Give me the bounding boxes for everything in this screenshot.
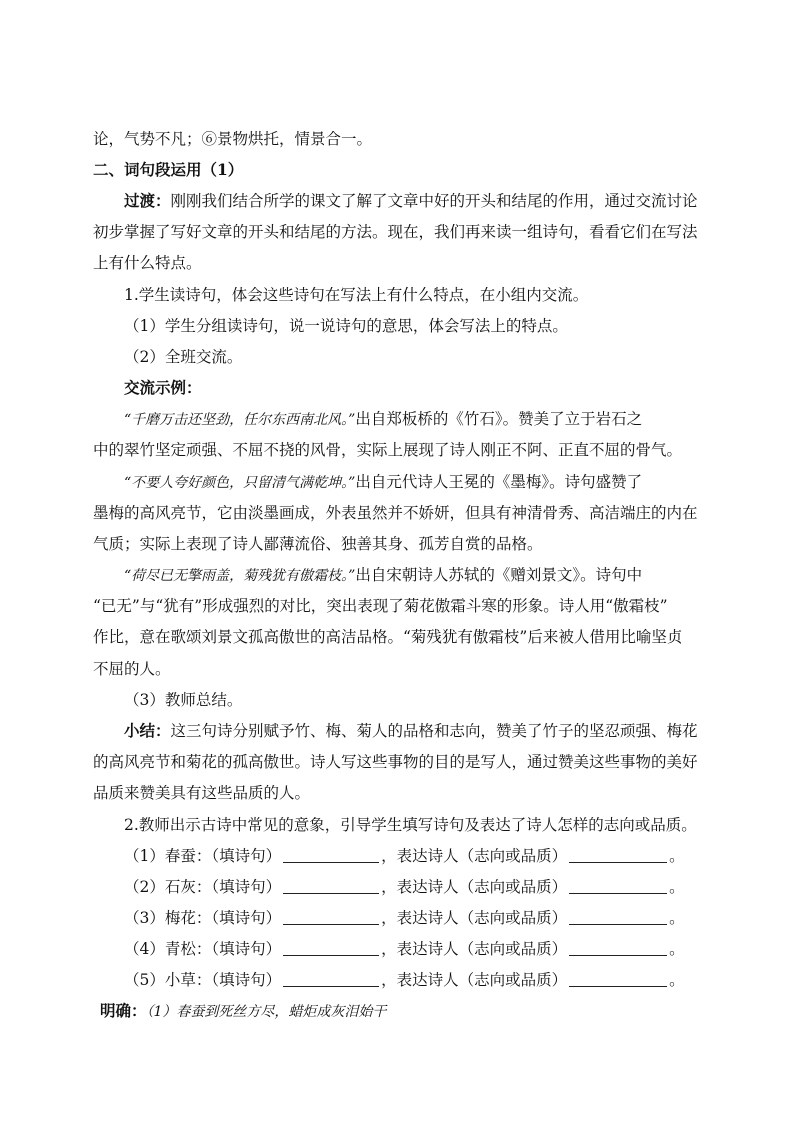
exercise-middle: ，表达诗人（志向或品质） [381, 940, 568, 958]
fill-blank-quality[interactable] [569, 971, 667, 987]
fill-blank-quality[interactable] [569, 940, 667, 956]
paragraph-line: 品质来赞美具有这些品质的人。 [93, 784, 311, 802]
paragraph-line: 中的翠竹坚定顽强、不屈不挠的风骨，实际上展现了诗人刚正不阿、正直不屈的骨气。 [93, 441, 683, 459]
paragraph-line: 的高风亮节和菊花的孤高傲世。诗人写这些事物的目的是写人，通过赞美这些事物的美好 [93, 753, 698, 771]
exercise-prefix: （4）青松：（填诗句） [124, 940, 282, 958]
summary-paragraph [124, 720, 698, 742]
fill-blank-quality[interactable] [569, 847, 667, 863]
paragraph-text: 出自宋朝诗人苏轼的《赠刘景文》。诗句中 [355, 566, 643, 584]
example-momei [124, 471, 642, 494]
summary-label: 小结： [124, 721, 171, 740]
exercise-end: 。 [669, 847, 685, 865]
answer-text: （1）春蚕到死丝方尽，蜡炬成灰泪始干 [146, 1004, 387, 1020]
exercise-middle: ，表达诗人（志向或品质） [381, 878, 568, 896]
exercise-middle: ，表达诗人（志向或品质） [381, 847, 568, 865]
exercise-row [124, 876, 685, 898]
paragraph-line: 初步掌握了写好文章的开头和结尾的方法。现在，我们再来读一组诗句，看看它们在写法 [93, 223, 698, 241]
example-heading: 交流示例： [124, 378, 202, 397]
fill-blank-poem[interactable] [283, 878, 379, 894]
paragraph-text: 刚刚我们结合所学的课文了解了文章中好的开头和结尾的作用，通过交流讨论 [170, 192, 698, 210]
exercise-end: 。 [669, 909, 685, 927]
example-zhushi [124, 408, 642, 431]
paragraph-line: 上有什么特点。 [93, 254, 202, 272]
exercise-row [124, 938, 685, 960]
answer-label: 明确： [100, 1001, 147, 1020]
paragraph-text: 这三句诗分别赋予竹、梅、菊人的品格和志向，赞美了竹子的坚忍顽强、梅花 [170, 722, 698, 740]
poem-quote: “不要人夸好颜色，只留清气满乾坤。” [124, 475, 356, 491]
step-1-1: （1）学生分组读诗句，说一说诗句的意思，体会写法上的特点。 [124, 317, 568, 335]
fill-blank-poem[interactable] [283, 909, 379, 925]
transition-label: 过渡： [124, 191, 171, 210]
fill-blank-poem[interactable] [283, 940, 379, 956]
paragraph-line: 墨梅的高风亮节，它由淡墨画成，外表虽然并不娇妍，但具有神清骨秀、高洁端庄的内在 [93, 504, 698, 522]
paragraph-line: “已无”与“犹有”形成强烈的对比，突出表现了菊花傲霜斗寒的形象。诗人用“傲霜枝” [93, 597, 668, 615]
step-1: 1.学生读诗句，体会这些诗句在写法上有什么特点，在小组内交流。 [124, 286, 589, 304]
paragraph-text: 出自郑板桥的《竹石》。赞美了立于岩石之 [355, 410, 643, 428]
exercise-prefix: （5）小草：（填诗句） [124, 971, 282, 989]
paragraph-line: 气质；实际上表现了诗人鄙薄流俗、独善其身、孤芳自赏的品格。 [93, 535, 543, 553]
exercise-prefix: （3）梅花：（填诗句） [124, 909, 282, 927]
exercise-row [124, 907, 685, 929]
paragraph-line: 作比，意在歌颂刘景文孤高傲世的高洁品格。“菊残犹有傲霜枝”后来被人借用比喻坚贞 [93, 628, 683, 646]
step-2: 2.教师出示古诗中常见的意象，引导学生填写诗句及表达了诗人怎样的志向或品质。 [124, 816, 697, 834]
paragraph-text: 出自元代诗人王冕的《墨梅》。诗句盛赞了 [355, 473, 643, 491]
fill-blank-poem[interactable] [283, 847, 379, 863]
paragraph-line: 不屈的人。 [93, 660, 171, 678]
exercise-middle: ，表达诗人（志向或品质） [381, 971, 568, 989]
transition-paragraph [124, 190, 698, 212]
step-1-2: （2）全班交流。 [124, 348, 243, 366]
exercise-end: 。 [669, 878, 685, 896]
exercise-end: 。 [669, 971, 685, 989]
poem-quote: “千磨万击还坚劲，任尔东西南北风。” [124, 412, 356, 428]
section-heading: 二、词句段运用（1） [93, 160, 244, 179]
fill-blank-poem[interactable] [283, 971, 379, 987]
example-zengliujingwen [124, 564, 642, 587]
fill-blank-quality[interactable] [569, 878, 667, 894]
exercise-row [124, 845, 685, 867]
exercise-middle: ，表达诗人（志向或品质） [381, 909, 568, 927]
fill-blank-quality[interactable] [569, 909, 667, 925]
exercise-prefix: （2）石灰：（填诗句） [124, 878, 282, 896]
paragraph-line: 论，气势不凡；⑥景物烘托，情景合一。 [93, 130, 373, 148]
step-1-3: （3）教师总结。 [124, 691, 243, 709]
poem-quote: “荷尽已无擎雨盖，菊残犹有傲霜枝。” [124, 568, 356, 584]
exercise-prefix: （1）春蚕：（填诗句） [124, 847, 282, 865]
exercise-row [124, 969, 685, 991]
answer-line [100, 1000, 386, 1023]
exercise-end: 。 [669, 940, 685, 958]
